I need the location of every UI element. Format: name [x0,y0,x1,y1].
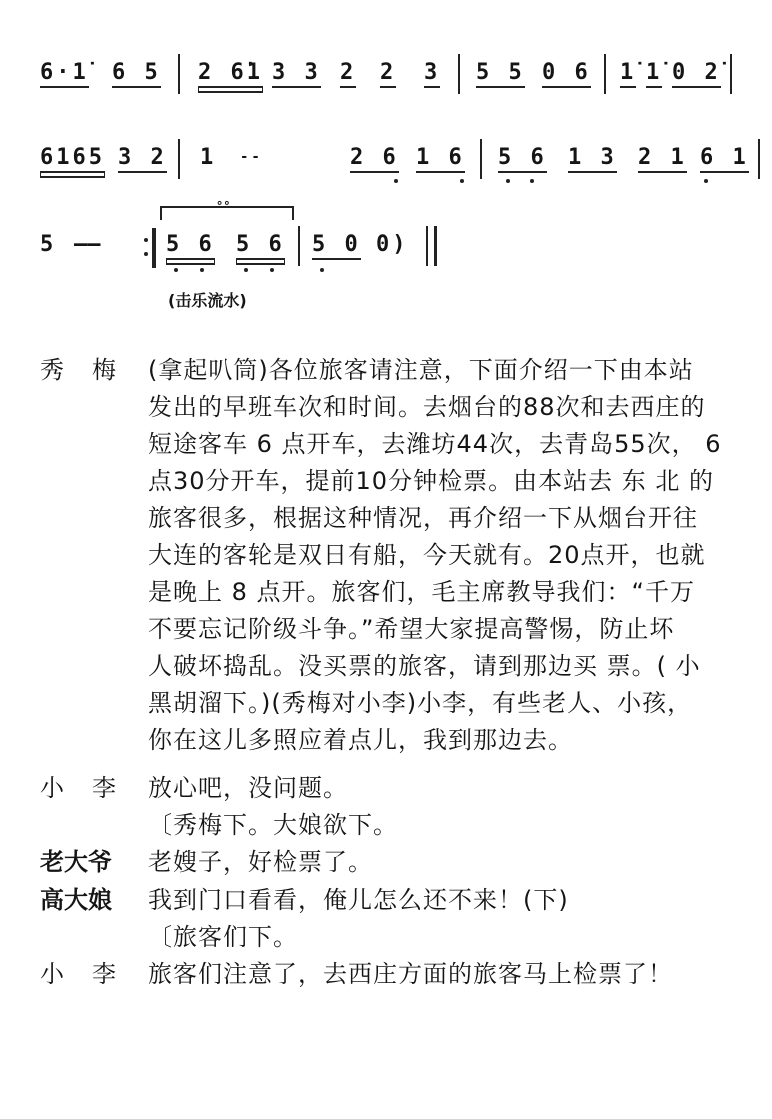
score-line-1 [40,60,740,120]
note-group: 3 2 [118,145,167,173]
bar-line [758,139,760,179]
note-group: 3 [424,60,440,88]
note-group: 1 [200,145,217,170]
note-group: 2 1 [638,145,687,173]
score-line-2 [40,145,749,205]
note-group: 0 2̇ [672,60,721,88]
dialogue-line: 你在这儿多照应着点儿，我到那边去。 [148,726,573,754]
dialogue-line: 旅客很多，根据这种情况，再介绍一下从烟台开往 [148,504,698,532]
note-group: 5 0 [312,232,361,260]
low-dot [460,179,464,183]
speaker-name: 高大娘 [40,886,112,914]
note-group: 6 1 [700,145,749,173]
note-group: 6 5 [112,60,161,88]
dialogue-line: 人破坏捣乱。没买票的旅客，请到那边买 票。( 小 [148,652,701,680]
note-group: 2 [340,60,356,88]
note-group: 3 3 [272,60,321,88]
stage-direction: 〔旅客们下。 [148,923,298,951]
note-group: -- [240,149,263,165]
note-group: 2 [380,60,396,88]
double-bar-line [426,226,428,266]
dialogue-line: 是晚上 8 点开。旅客们，毛主席教导我们：“千万 [148,578,695,606]
low-dot [244,268,248,272]
low-dot [270,268,274,272]
score-line-3 [40,196,740,292]
low-dot [174,268,178,272]
dialogue-line: 黑胡溜下。)(秀梅对小李)小李，有些老人、小孩， [148,689,693,717]
low-dot [506,179,510,183]
dialogue-line: 发出的早班车次和时间。去烟台的88次和去西庄的 [148,393,706,421]
speaker-name: 秀 梅 [40,356,118,384]
note-group: 0) [376,232,409,257]
note-group: 1 3 [568,145,617,173]
note-group: 5 6 [236,232,285,260]
repeat-dot [144,238,148,242]
note-group: 2 6̇1 [198,60,263,88]
speaker-name: 小 李 [40,960,118,988]
note-group: 1̇ [646,60,662,88]
dialogue-line: 放心吧，没问题。 [148,774,348,802]
low-dot [530,179,534,183]
note-group: 5 [40,232,57,257]
note-group: 1 6 [416,145,465,173]
score-caption: (击乐流水) [168,291,247,310]
note-group: —— [74,232,101,257]
note-group: 6165 [40,145,105,173]
dialogue-line: 旅客们注意了，去西庄方面的旅客马上检票了！ [148,960,673,988]
low-dot [394,179,398,183]
dialogue-line: (拿起叭筒)各位旅客请注意，下面介绍一下由本站 [148,356,694,384]
bar-line [298,226,300,266]
tie-label: ∘∘ [216,196,231,210]
dialogue-line: 点30分开车，提前10分钟检票。由本站去 东 北 的 [148,467,714,495]
bar-line [604,54,606,94]
dialogue-line: 不要忘记阶级斗争。”希望大家提高警惕，防止坏 [148,615,675,643]
bar-line [458,54,460,94]
note-group: 6·1̇ [40,60,89,88]
low-dot [320,268,324,272]
dialogue-line: 老嫂子，好检票了。 [148,848,373,876]
low-dot [704,179,708,183]
note-group: 5 5 [476,60,525,88]
speaker-name: 小 李 [40,774,118,802]
repeat-bar [152,228,156,268]
dialogue-line: 我到门口看看，俺儿怎么还不来！(下) [148,886,569,914]
music-score [0,0,772,330]
bar-line [178,54,180,94]
dialogue-line: 大连的客轮是双日有船，今天就有。20点开，也就 [148,541,706,569]
repeat-dot [144,252,148,256]
note-group: 0 6 [542,60,591,88]
low-dot [200,268,204,272]
bar-line [178,139,180,179]
dialogue-line: 短途客车 6 点开车，去潍坊44次，去青岛55次， 6 [148,430,722,458]
note-group: 5 6 [498,145,547,173]
note-group: 1̇ [620,60,636,88]
bar-line [730,54,732,94]
bar-line [480,139,482,179]
stage-direction: 〔秀梅下。大娘欲下。 [148,811,398,839]
double-bar-line [434,226,437,266]
speaker-name: 老大爷 [40,848,112,876]
note-group: 2 6 [350,145,399,173]
note-group: 5 6 [166,232,215,260]
